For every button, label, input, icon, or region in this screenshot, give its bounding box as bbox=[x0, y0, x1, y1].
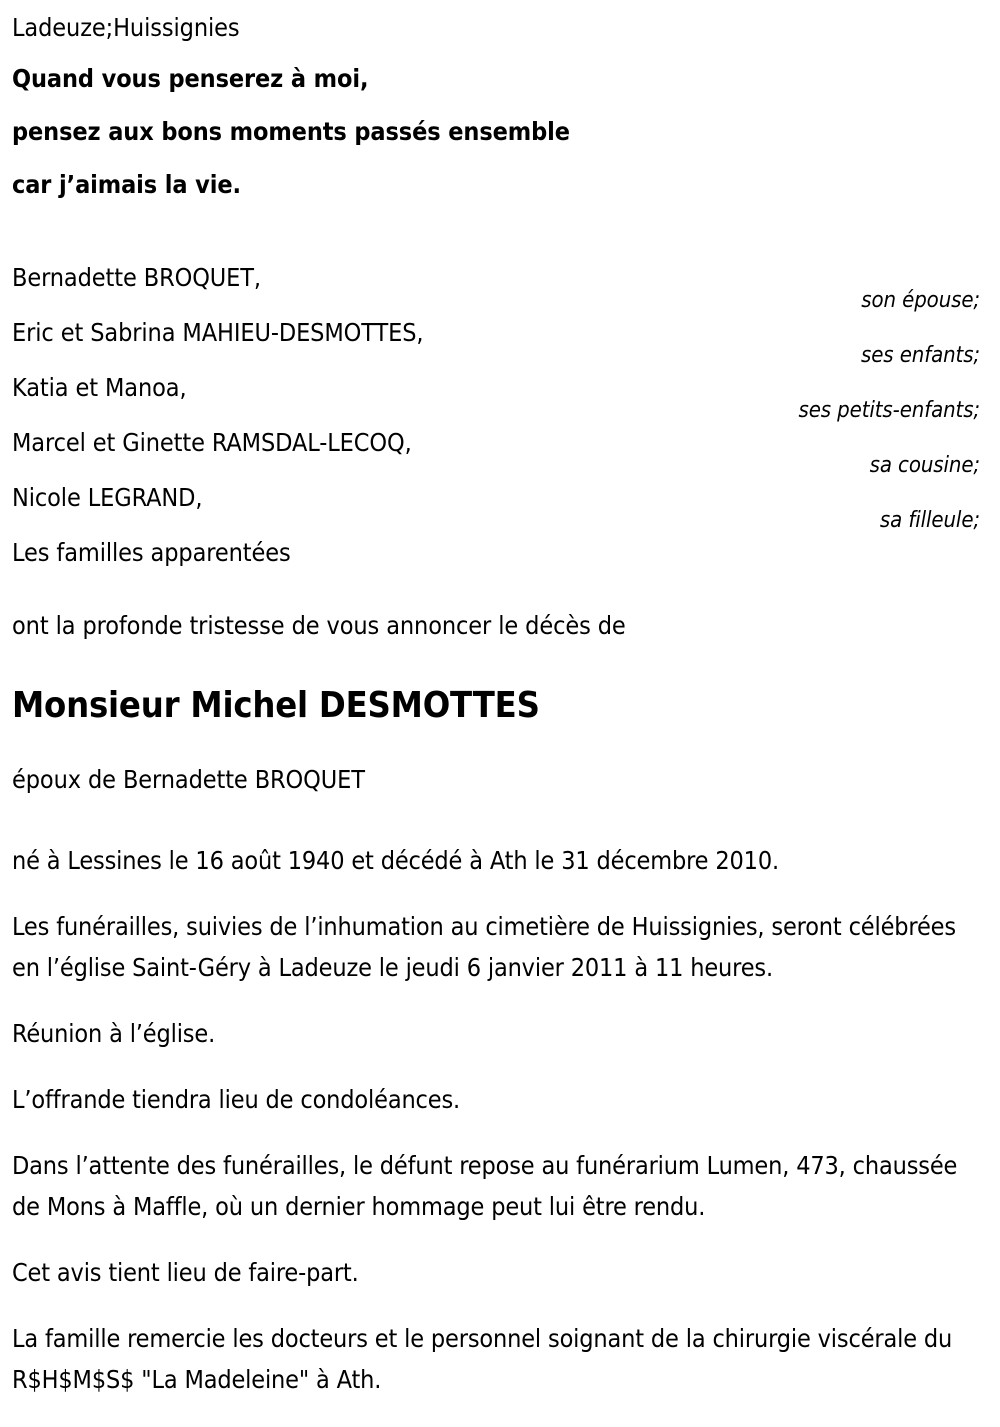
verse-line-1: Quand vous penserez à moi, bbox=[12, 64, 369, 93]
funeral-details bbox=[12, 840, 988, 1400]
survivor-name: Les familles apparentées bbox=[12, 538, 291, 567]
detail-paragraph: Réunion à l’église. bbox=[12, 1019, 216, 1048]
announcement-lead-in: ont la profonde tristesse de vous annoncer le décès de bbox=[12, 611, 626, 640]
locality-line: Ladeuze;Huissignies bbox=[12, 13, 240, 42]
detail-paragraph: Les funérailles, suivies de l’inhumation au cimetière de Huissignies, seront célébrées en l’église Saint-Géry à Ladeuze le jeudi 6 janvier 2011 à 11 heures. bbox=[12, 912, 956, 982]
detail-paragraph: La famille remercie les docteurs et le personnel soignant de la chirurgie viscérale du R$H$M$S$ "La Madeleine" à Ath. bbox=[12, 1324, 953, 1394]
survivor-row bbox=[12, 318, 988, 373]
detail-paragraph: Cet avis tient lieu de faire-part. bbox=[12, 1258, 359, 1287]
survivor-row bbox=[12, 373, 988, 428]
survivor-relation: sa filleule; bbox=[879, 508, 980, 533]
verse-line-2: pensez aux bons moments passés ensemble bbox=[12, 117, 570, 146]
survivors-list bbox=[12, 263, 988, 572]
survivor-name: Katia et Manoa, bbox=[12, 373, 187, 402]
survivor-name: Marcel et Ginette RAMSDAL-LECOQ, bbox=[12, 428, 412, 457]
spouse-of-line: époux de Bernadette BROQUET bbox=[12, 765, 365, 794]
survivor-row bbox=[12, 428, 988, 483]
survivor-row bbox=[12, 263, 988, 318]
memorial-verse bbox=[12, 52, 988, 211]
survivor-name: Nicole LEGRAND, bbox=[12, 483, 203, 512]
detail-paragraph: Dans l’attente des funérailles, le défunt repose au funérarium Lumen, 473, chaussée de Mons à Maffle, où un dernier hommage peut lui être rendu. bbox=[12, 1151, 958, 1221]
survivor-relation: ses petits-enfants; bbox=[798, 398, 980, 423]
verse-line-3: car j’aimais la vie. bbox=[12, 170, 241, 199]
survivor-row bbox=[12, 483, 988, 538]
survivor-name: Bernadette BROQUET, bbox=[12, 263, 261, 292]
survivor-row bbox=[12, 538, 988, 572]
survivor-relation: son épouse; bbox=[861, 288, 980, 313]
deceased-name: Monsieur Michel DESMOTTES bbox=[12, 685, 540, 726]
detail-paragraph: né à Lessines le 16 août 1940 et décédé à Ath le 31 décembre 2010. bbox=[12, 846, 779, 875]
detail-paragraph: L’offrande tiendra lieu de condoléances. bbox=[12, 1085, 461, 1114]
survivor-relation: ses enfants; bbox=[861, 343, 980, 368]
survivor-relation: sa cousine; bbox=[869, 453, 980, 478]
survivor-name: Eric et Sabrina MAHIEU-DESMOTTES, bbox=[12, 318, 424, 347]
